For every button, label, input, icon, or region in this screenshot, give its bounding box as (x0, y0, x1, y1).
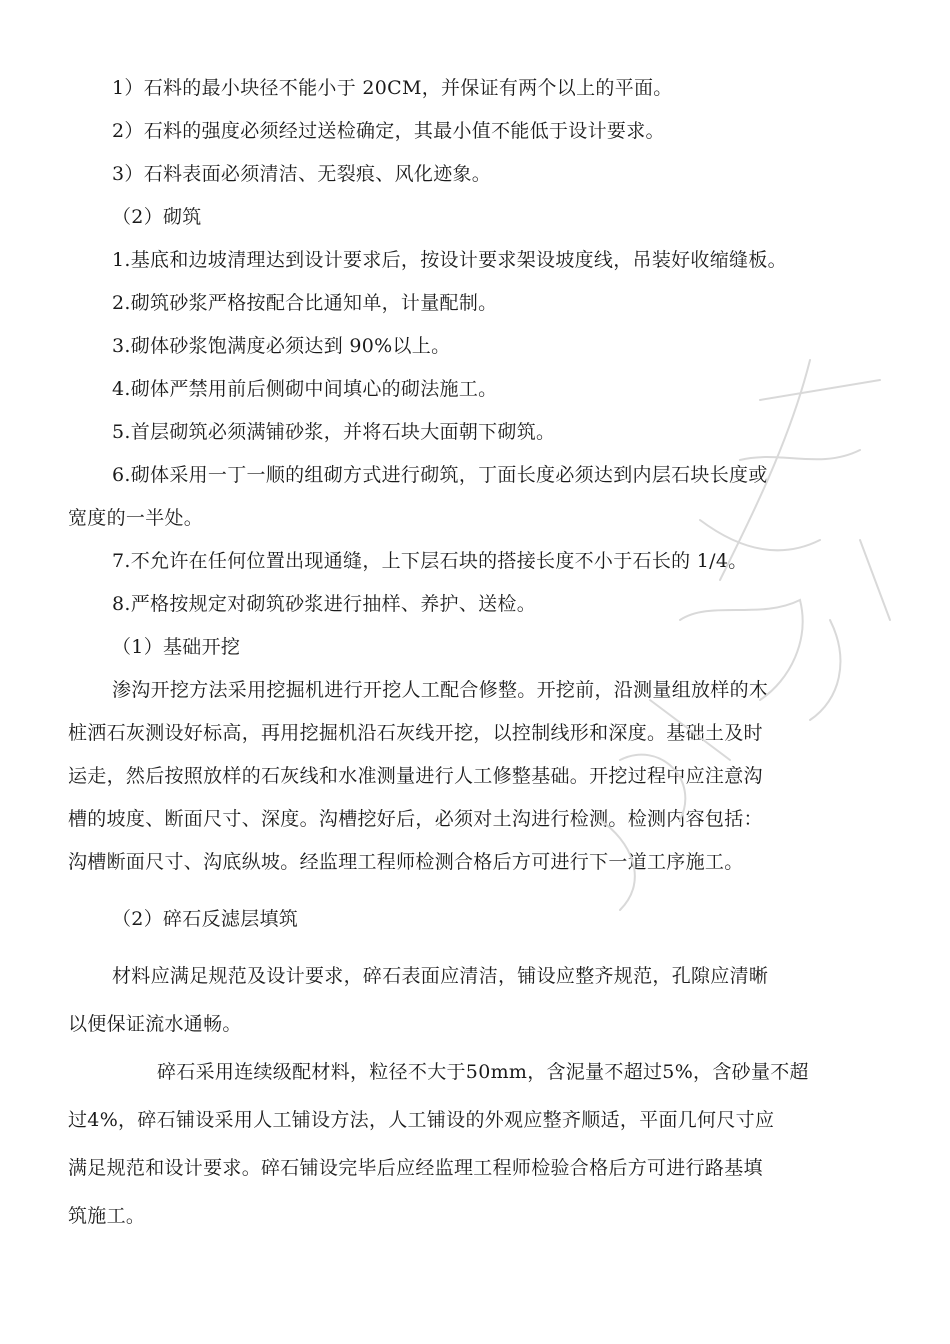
text-line: 8.严格按规定对砌筑砂浆进行抽样、养护、送检。 (112, 593, 537, 615)
text-line: 槽的坡度、断面尺寸、深度。沟槽挖好后，必须对土沟进行检测。检测内容包括： (68, 808, 763, 830)
text-line: 2）石料的强度必须经过送检确定，其最小值不能低于设计要求。 (112, 120, 665, 142)
text-line: 3.砌体砂浆饱满度必须达到 90%以上。 (112, 335, 451, 357)
text-line: 5.首层砌筑必须满铺砂浆，并将石块大面朝下砌筑。 (112, 421, 556, 443)
text-line: 筑施工。 (68, 1205, 146, 1227)
text-line: 1）石料的最小块径不能小于 20CM，并保证有两个以上的平面。 (112, 77, 673, 99)
text-line: 3）石料表面必须清洁、无裂痕、风化迹象。 (112, 163, 492, 185)
text-line: 满足规范和设计要求。碎石铺设完毕后应经监理工程师检验合格后方可进行路基填 (68, 1157, 763, 1179)
section-heading: （1）基础开挖 (112, 636, 241, 658)
text-line: 7.不允许在任何位置出现通缝，上下层石块的搭接长度不小于石长的 1/4。 (112, 550, 748, 572)
text-line: 4.砌体严禁用前后侧砌中间填心的砌法施工。 (112, 378, 498, 400)
section-heading: （2）砌筑 (112, 206, 202, 228)
text-line: 渗沟开挖方法采用挖掘机进行开挖人工配合修整。开挖前，沿测量组放样的木 (112, 679, 769, 701)
text-line: 碎石采用连续级配材料，粒径不大于50mm，含泥量不超过5%，含砂量不超 (157, 1061, 809, 1083)
text-line: 以便保证流水通畅。 (68, 1013, 242, 1035)
text-line: 运走，然后按照放样的石灰线和水准测量进行人工修整基础。开挖过程中应注意沟 (68, 765, 763, 787)
text-line: 材料应满足规范及设计要求，碎石表面应清洁，铺设应整齐规范，孔隙应清晰 (112, 965, 769, 987)
text-line: 沟槽断面尺寸、沟底纵坡。经监理工程师检测合格后方可进行下一道工序施工。 (68, 851, 744, 873)
text-line: 过4%，碎石铺设采用人工铺设方法，人工铺设的外观应整齐顺适，平面几何尺寸应 (68, 1109, 775, 1131)
text-line: 桩洒石灰测设好标高，再用挖掘机沿石灰线开挖，以控制线形和深度。基础土及时 (68, 722, 763, 744)
text-line: 1.基底和边坡清理达到设计要求后，按设计要求架设坡度线，吊装好收缩缝板。 (112, 249, 787, 271)
text-line: 6.砌体采用一丁一顺的组砌方式进行砌筑，丁面长度必须达到内层石块长度或 (112, 464, 768, 486)
section-heading: （2）碎石反滤层填筑 (112, 908, 299, 930)
text-line: 2.砌筑砂浆严格按配合比通知单，计量配制。 (112, 292, 498, 314)
text-line: 宽度的一半处。 (68, 507, 204, 529)
